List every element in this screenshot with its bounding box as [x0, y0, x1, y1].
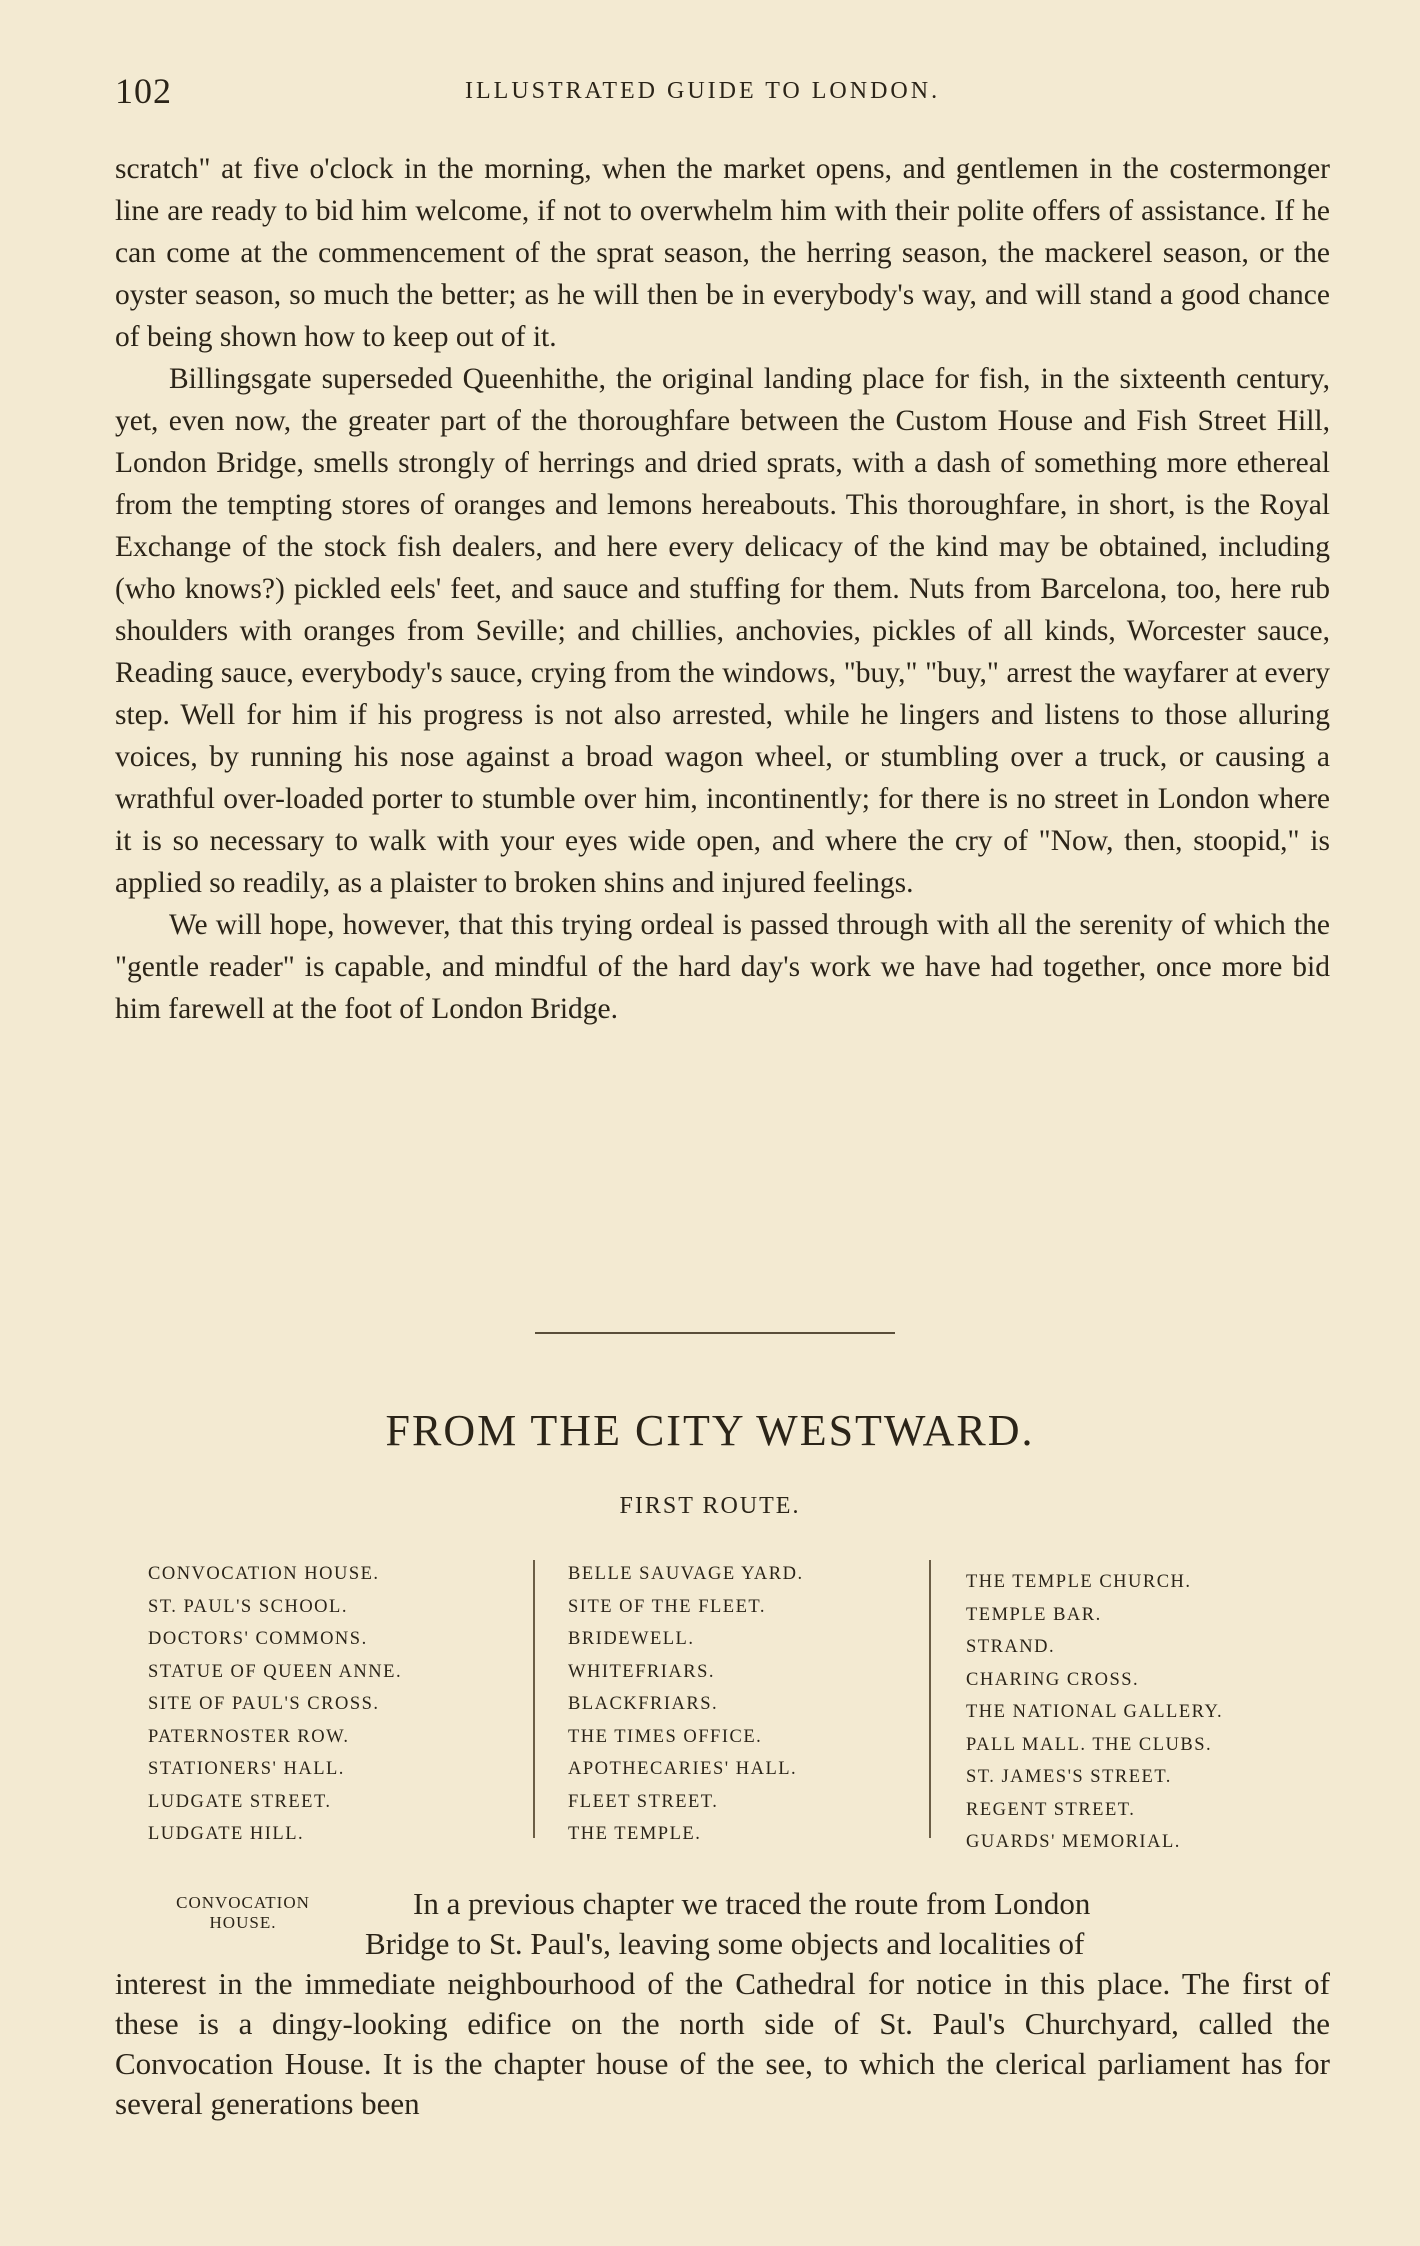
route-stop: PATERNOSTER ROW.: [148, 1726, 350, 1747]
route-stop: DOCTORS' COMMONS.: [148, 1629, 368, 1649]
route-stop: BELLE SAUVAGE YARD.: [568, 1564, 804, 1584]
route-stop: STATUE OF QUEEN ANNE.: [148, 1661, 403, 1682]
route-stop: THE TEMPLE.: [568, 1824, 702, 1844]
closing-text: [115, 1884, 1330, 2124]
route-stop: BRIDEWELL.: [568, 1629, 695, 1649]
running-title: ILLUSTRATED GUIDE TO LONDON.: [465, 78, 941, 104]
margin-note-line-1: CONVOCATION: [176, 1893, 310, 1912]
page-header: [115, 70, 1330, 120]
route-stop: STATIONERS' HALL.: [148, 1759, 345, 1779]
route-stop: THE TEMPLE CHURCH.: [966, 1572, 1192, 1592]
section-divider: [535, 1332, 895, 1334]
column-divider: [533, 1560, 535, 1838]
route-stop: CHARING CROSS.: [966, 1669, 1140, 1690]
route-stop: PALL MALL. THE CLUBS.: [966, 1734, 1213, 1755]
route-stop: GUARDS' MEMORIAL.: [966, 1832, 1181, 1852]
route-column-2: [568, 1558, 928, 1851]
section-title: FROM THE CITY WESTWARD.: [385, 1406, 1035, 1455]
route-stop: SITE OF THE FLEET.: [568, 1596, 766, 1617]
closing-line-1: In a previous chapter we traced the route from London: [413, 1886, 1091, 1921]
body-text: [115, 148, 1330, 1030]
route-stop: LUDGATE STREET.: [148, 1791, 332, 1812]
route-stop: ST. JAMES'S STREET.: [966, 1767, 1172, 1787]
route-stop: REGENT STREET.: [966, 1799, 1136, 1820]
margin-note-line-2: HOUSE.: [209, 1913, 277, 1932]
route-stop: THE NATIONAL GALLERY.: [966, 1702, 1224, 1722]
route-title: FIRST ROUTE.: [619, 1493, 801, 1519]
closing-paragraph: interest in the immediate neighbourhood of the Cathedral for notice in this place. The first of these is a dingy-looking edifice on the north side of St. Paul's Churchyard, called the Convocation House. It is the chapter house of the see, to which the clerical parliament has for several generations been: [115, 1966, 1330, 2121]
route-stop: FLEET STREET.: [568, 1791, 719, 1812]
route-stop: LUDGATE HILL.: [148, 1824, 305, 1844]
column-divider: [929, 1560, 931, 1838]
route-stop: APOTHECARIES' HALL.: [568, 1759, 798, 1779]
paragraph-2: Billingsgate superseded Queenhithe, the original landing place for fish, in the sixteenth century, yet, even now, the greater part of the thoroughfare between the Custom House and Fish Street Hill, London Bridge, smells strongly of herrings and dried sprats, with a dash of something more ethereal from the tempting stores of oranges and lemons hereabouts. This thoroughfare, in short, is the Royal Exchange of the stock fish dealers, and here every delicacy of the kind may be obtained, including (who knows?) pickled eels' feet, and sauce and stuffing for them. Nuts from Barcelona, too, here rub shoulders with oranges from Seville; and chillies, anchovies, pickles of all kinds, Worcester sauce, Reading sauce, everybody's sauce, crying from the windows, "buy," "buy," arrest the wayfarer at every step. Well for him if his progress is not also arrested, while he lingers and listens to those alluring voices, by running his nose against a broad wagon wheel, or stumbling over a truck, or causing a wrathful over-loaded porter to stumble over him, incontinently; for there is no street in London where it is so necessary to walk with your eyes wide open, and where the cry of "Now, then, stoopid," is applied so readily, as a plaister to broken shins and injured feelings.: [115, 363, 1330, 899]
route-stop: STRAND.: [966, 1637, 1056, 1657]
route-stop: BLACKFRIARS.: [568, 1694, 719, 1714]
route-stop: THE TIMES OFFICE.: [568, 1726, 763, 1747]
route-stop: SITE OF PAUL'S CROSS.: [148, 1694, 380, 1714]
paragraph-3: We will hope, however, that this trying ordeal is passed through with all the serenity of which the "gentle reader" is capable, and mindful of the hard day's work we have had together, once more bid him farewell at the foot of London Bridge.: [115, 909, 1330, 1025]
closing-line-2: Bridge to St. Paul's, leaving some objects and localities of: [365, 1926, 1085, 1961]
page-number: 102: [115, 71, 172, 111]
route-stop: CONVOCATION HOUSE.: [148, 1564, 380, 1584]
route-stop: TEMPLE BAR.: [966, 1604, 1102, 1625]
route-stop: WHITEFRIARS.: [568, 1661, 715, 1682]
route-column-3: [966, 1566, 1346, 1859]
route-column-1: [148, 1558, 518, 1851]
route-stop: ST. PAUL'S SCHOOL.: [148, 1596, 348, 1617]
paragraph-1: scratch" at five o'clock in the morning, when the market opens, and gentlemen in the costermonger line are ready to bid him welcome, if not to overwhelm him with their polite offers of assistance. If he can come at the commencement of the sprat season, the herring season, the mackerel season, or the oyster season, so much the better; as he will then be in everybody's way, and will stand a good chance of being shown how to keep out of it.: [115, 153, 1330, 353]
